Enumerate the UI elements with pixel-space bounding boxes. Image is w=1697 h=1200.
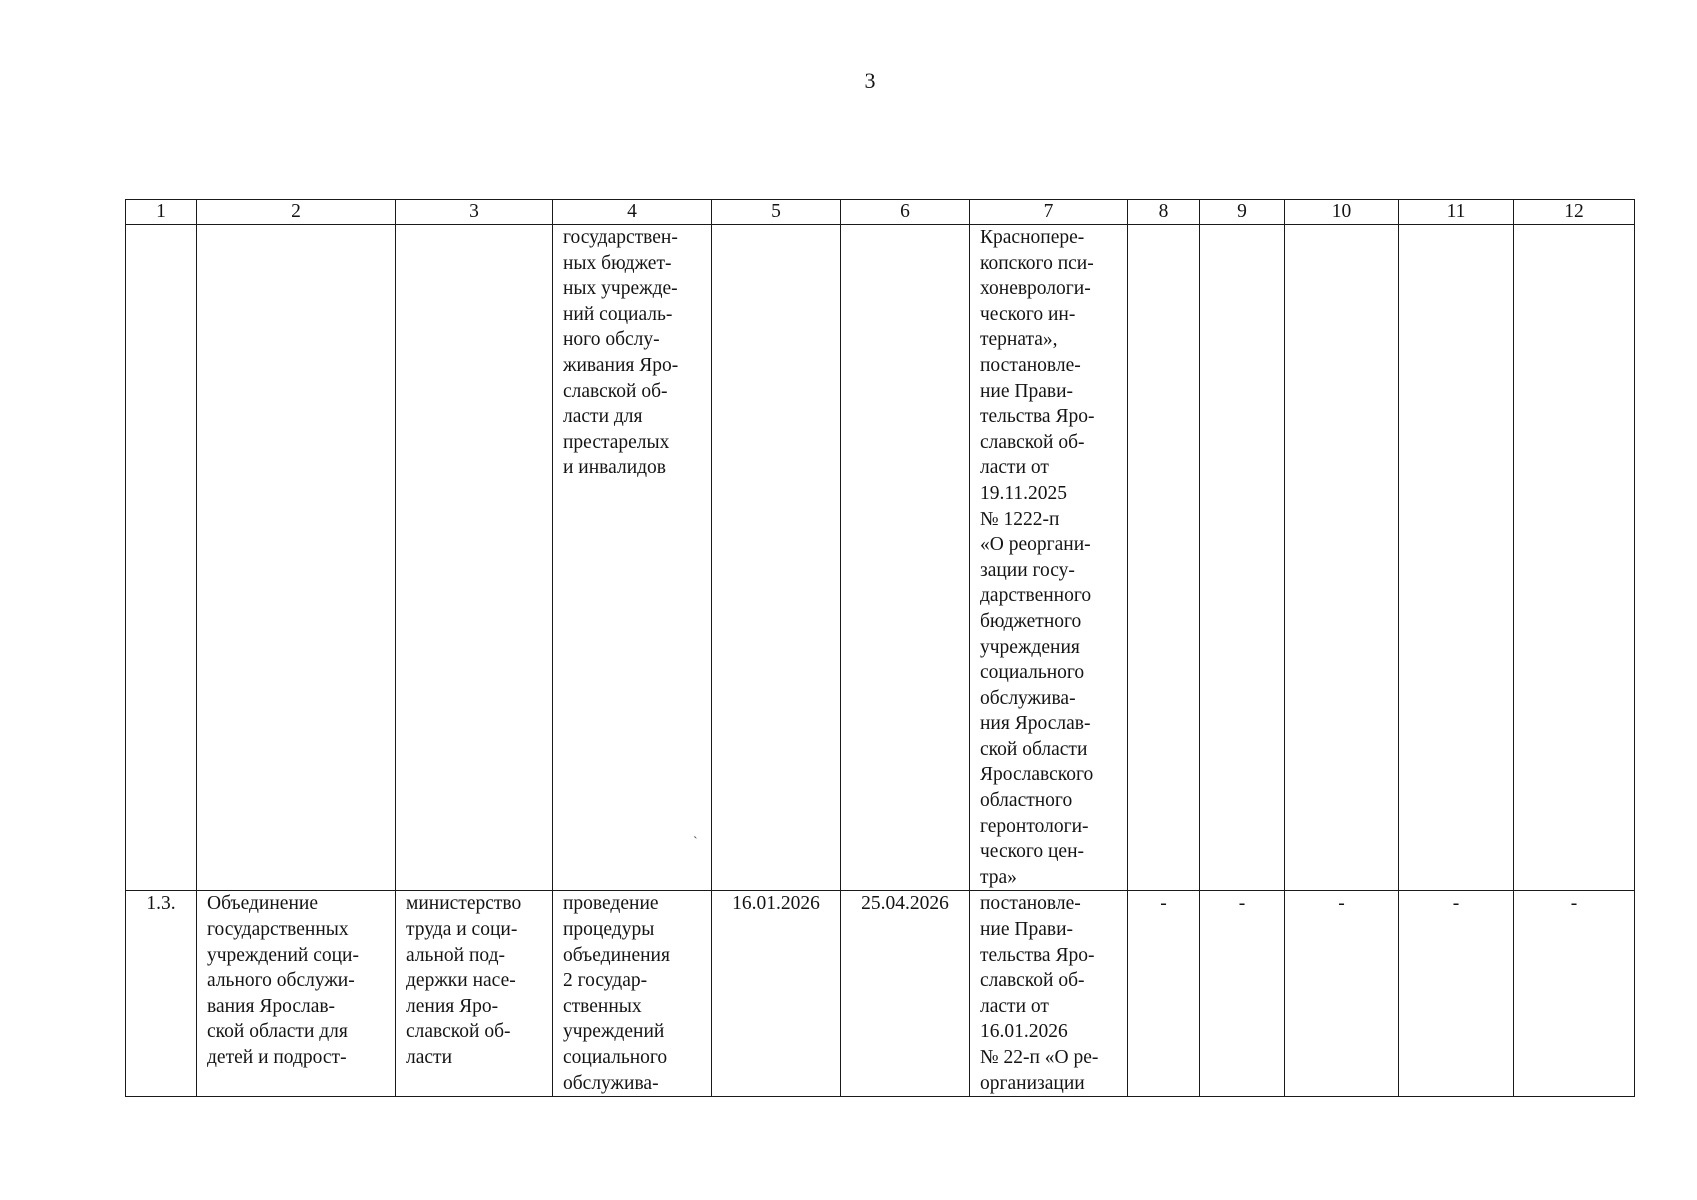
text-line: государственных <box>207 919 349 941</box>
text-line: зации госу- <box>980 559 1075 581</box>
column-number: 11 <box>1399 200 1514 225</box>
cell-col11 <box>1399 225 1514 891</box>
cell-col9 <box>1200 225 1285 891</box>
text-line: альной под- <box>406 944 505 966</box>
text-line: постановле- <box>980 354 1081 376</box>
text-line: ления Яро- <box>406 995 499 1017</box>
text-line: хоневрологи- <box>980 278 1091 300</box>
cell-col2 <box>197 891 396 1097</box>
text-line: областного <box>980 790 1073 812</box>
text-line: геронтологи- <box>980 815 1089 837</box>
text-line: ний социаль- <box>563 303 673 325</box>
text-line: Краснопере- <box>980 227 1085 248</box>
text-line: объединения <box>563 944 670 966</box>
cell-col8 <box>1128 225 1200 891</box>
scan-speck: ˋ <box>693 835 698 850</box>
text-line: и инвалидов <box>563 457 667 479</box>
cell-col7 <box>970 225 1128 891</box>
text-line: тельства Яро- <box>980 406 1095 428</box>
column-number: 5 <box>712 200 841 225</box>
text-line: ской области для <box>207 1021 348 1043</box>
text-line: 16.01.2026 <box>980 1021 1068 1043</box>
column-number: 8 <box>1128 200 1200 225</box>
text-line: держки насе- <box>406 970 516 992</box>
cell-col1 <box>126 225 197 891</box>
table-row-1-3 <box>126 891 1635 1097</box>
text-line: живания Яро- <box>563 354 679 376</box>
start-date: 16.01.2026 <box>712 891 841 1097</box>
cell-col3 <box>396 891 553 1097</box>
dash-cell: - <box>1285 891 1399 1097</box>
column-number: 3 <box>396 200 553 225</box>
column-number: 2 <box>197 200 396 225</box>
text-line: труда и соци- <box>406 919 518 941</box>
text-line: ласти <box>406 1047 452 1068</box>
cell-col3 <box>396 225 553 891</box>
end-date: 25.04.2026 <box>841 891 970 1097</box>
text-line: министерство <box>406 893 522 915</box>
text-line: ние Прави- <box>980 380 1074 402</box>
text-line: учреждений <box>563 1021 665 1043</box>
page-number: 3 <box>864 68 876 93</box>
text-line: 2 государ- <box>563 970 648 992</box>
text-line: славской об- <box>980 970 1085 992</box>
dash-cell: - <box>1514 891 1635 1097</box>
text-line: детей и подрост- <box>207 1047 347 1068</box>
cell-col5 <box>712 225 841 891</box>
text-line: дарственного <box>980 585 1092 607</box>
text-line: обслужива- <box>563 1072 659 1094</box>
text-line: № 22-п «О ре- <box>980 1047 1099 1068</box>
text-line: вания Ярослав- <box>207 995 336 1017</box>
text-line: 19.11.2025 <box>980 482 1068 504</box>
column-number: 6 <box>841 200 970 225</box>
text-line: славской об- <box>563 380 668 402</box>
dash-cell: - <box>1399 891 1514 1097</box>
text-line: ных бюджет- <box>563 252 672 274</box>
text-line: ального обслужи- <box>207 970 355 992</box>
text-line: организации <box>980 1072 1085 1094</box>
cell-col4 <box>553 891 712 1097</box>
text-line: ласти от <box>980 995 1049 1017</box>
text-line: ласти от <box>980 457 1049 479</box>
cell-col12 <box>1514 225 1635 891</box>
text-line: социального <box>563 1047 668 1068</box>
column-number: 4 <box>553 200 712 225</box>
text-line: ласти для <box>563 406 643 428</box>
text-line: ской области <box>980 738 1088 760</box>
text-line: ственных <box>563 995 642 1017</box>
text-line: славской об- <box>406 1021 511 1043</box>
cell-col2 <box>197 225 396 891</box>
text-line: Ярославского <box>980 764 1094 786</box>
text-line: учреждений соци- <box>207 944 359 966</box>
column-number: 10 <box>1285 200 1399 225</box>
text-line: № 1222-п <box>980 508 1060 530</box>
cell-col6 <box>841 225 970 891</box>
text-line: ния Ярослав- <box>980 713 1091 735</box>
row-number: 1.3. <box>126 891 197 1097</box>
text-line: учреждения <box>980 636 1080 658</box>
dash-cell: - <box>1200 891 1285 1097</box>
text-line: «О реоргани- <box>980 534 1091 556</box>
column-number: 1 <box>126 200 197 225</box>
text-line: проведение <box>563 893 659 915</box>
column-number: 7 <box>970 200 1128 225</box>
text-line: славской об- <box>980 431 1085 453</box>
column-number: 12 <box>1514 200 1635 225</box>
text-line: ние Прави- <box>980 919 1074 941</box>
text-line: престарелых <box>563 431 670 453</box>
cell-col4 <box>553 225 712 891</box>
text-line: постановле- <box>980 893 1081 915</box>
text-line: социального <box>980 662 1085 684</box>
text-line: обслужива- <box>980 687 1076 709</box>
text-line: терната», <box>980 329 1058 351</box>
cell-col10 <box>1285 225 1399 891</box>
text-line: ного обслу- <box>563 329 660 351</box>
column-numbers-row <box>126 200 1635 225</box>
text-line: Объединение <box>207 893 318 915</box>
text-line: ческого цен- <box>980 841 1084 863</box>
text-line: тельства Яро- <box>980 944 1095 966</box>
text-line: копского пси- <box>980 252 1094 274</box>
text-line: тра» <box>980 866 1017 888</box>
text-line: процедуры <box>563 919 655 941</box>
cell-col7 <box>970 891 1128 1097</box>
table-row-continuation <box>126 225 1635 891</box>
text-line: государствен- <box>563 227 678 248</box>
text-line: ческого ин- <box>980 303 1076 325</box>
dash-cell: - <box>1128 891 1200 1097</box>
text-line: ных учрежде- <box>563 278 678 300</box>
column-number: 9 <box>1200 200 1285 225</box>
text-line: бюджетного <box>980 610 1082 632</box>
plan-table <box>125 199 1635 1097</box>
